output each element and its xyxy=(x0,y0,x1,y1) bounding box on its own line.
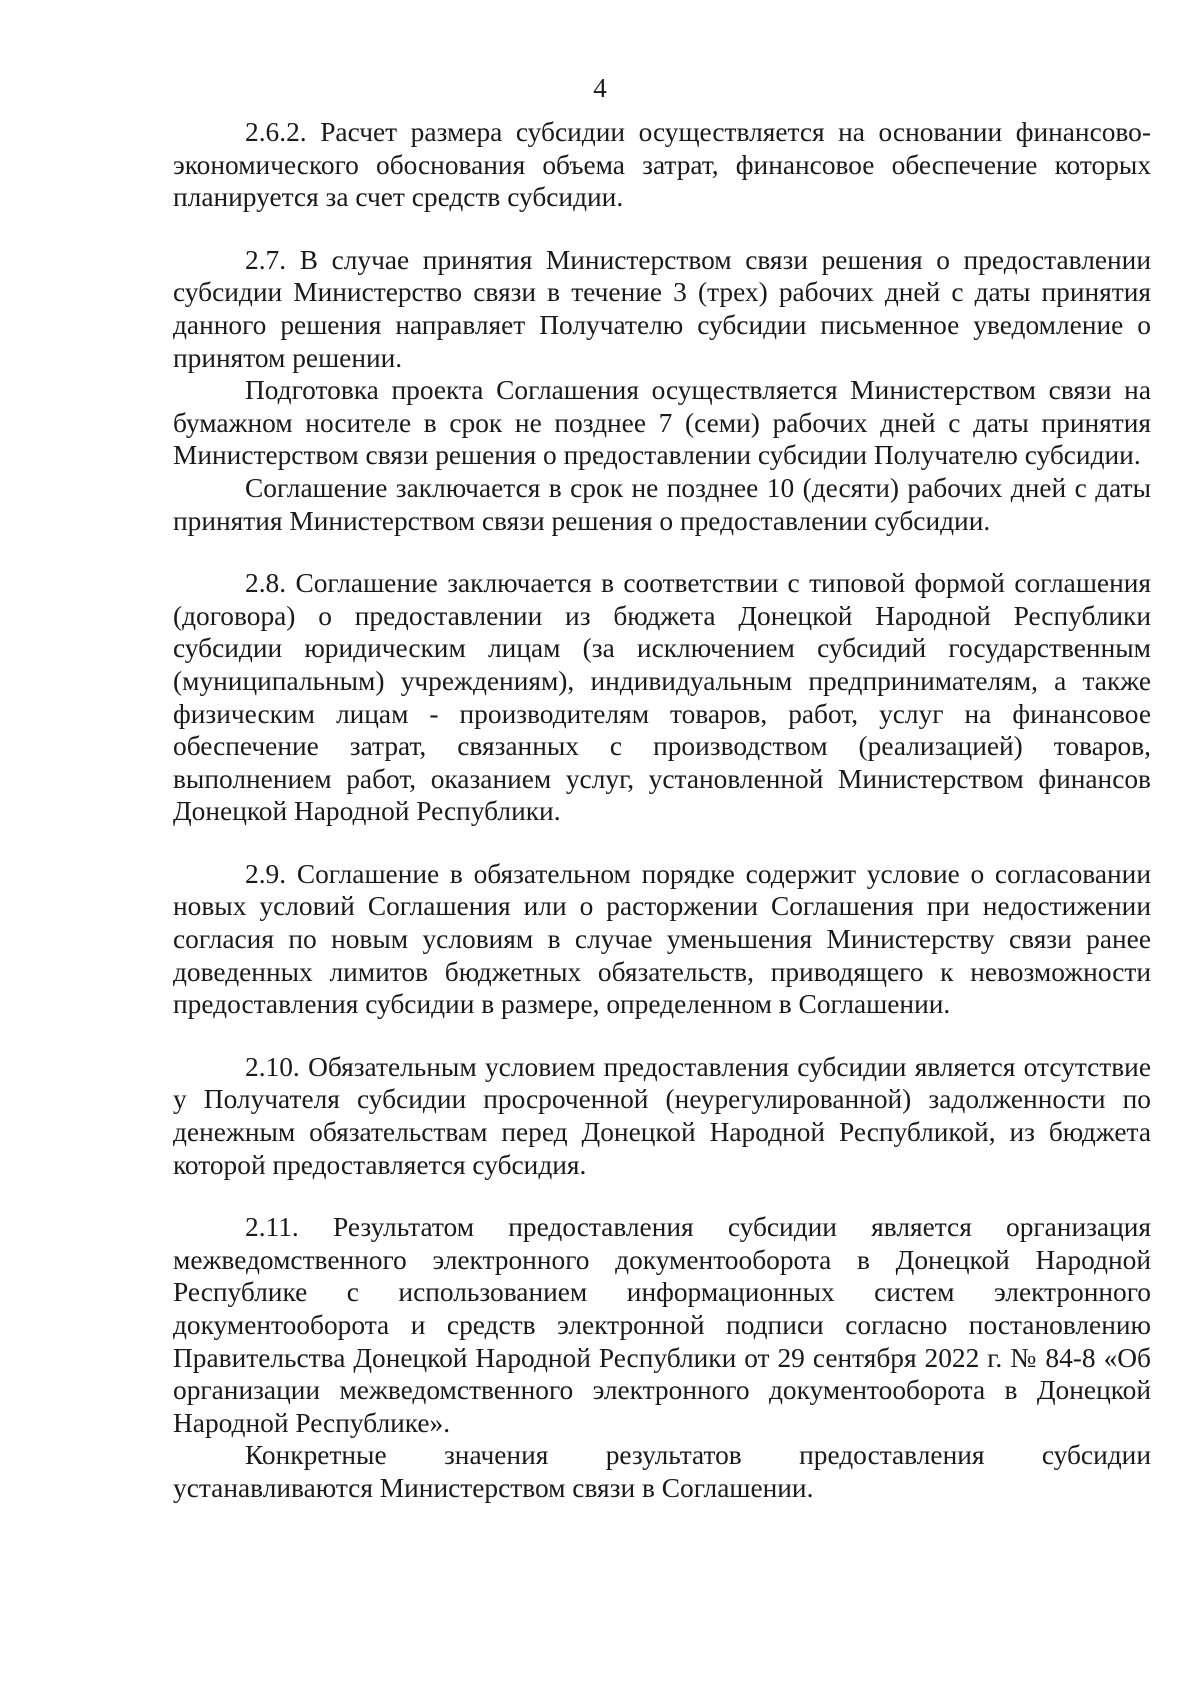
paragraph-result-values: Конкретные значения результатов предоставления субсидии устанавливаются Министерством связи в Соглашении. xyxy=(173,1440,1151,1503)
paragraph-2-8: 2.8. Соглашение заключается в соответствии с типовой формой соглашения (договора) о предоставлении из бюджета Донецкой Народной Республики субсидии юридическим лицам (за исключением субсидий государственным (муниципальным) учреждениям), индивидуальным предпринимателям, а также физическим лицам - производителям товаров, работ, услуг на финансовое обеспечение затрат, связанных с производством (реализацией) товаров, выполнением работ, оказанием услуг, установленной Министерством финансов Донецкой Народной Республики. xyxy=(173,568,1151,827)
paragraph-2-10: 2.10. Обязательным условием предоставления субсидии является отсутствие у Получателя субсидии просроченной (неурегулированной) задолженности по денежным обязательствам перед Донецкой Народной Республикой, из бюджета которой предоставляется субсидия. xyxy=(173,1051,1151,1180)
paragraph-2-6-2: 2.6.2. Расчет размера субсидии осуществляется на основании финансово-экономического обоснования объема затрат, финансовое обеспечение которых планируется за счет средств субсидии. xyxy=(173,117,1151,213)
document-body xyxy=(173,116,1151,1505)
page-number: 4 xyxy=(593,73,607,103)
paragraph-2-11: 2.11. Результатом предоставления субсидии является организация межведомственного электронного документооборота в Донецкой Народной Республике с использованием информационных систем электронного документооборота и средств электронной подписи согласно постановлению Правительства Донецкой Народной Республики от 29 сентября 2022 г. № 84-8 «Об организации межведомственного электронного документооборота в Донецкой Народной Республике». xyxy=(173,1212,1151,1438)
paragraph-2-9: 2.9. Соглашение в обязательном порядке содержит условие о согласовании новых условий Соглашения или о расторжении Соглашения при недостижении согласия по новым условиям в случае уменьшения Министерству связи ранее доведенных лимитов бюджетных обязательств, приводящего к невозможности предоставления субсидии в размере, определенном в Соглашении. xyxy=(173,858,1151,1020)
paragraph-agreement-preparation: Подготовка проекта Соглашения осуществляется Министерством связи на бумажном носителе в срок не позднее 7 (семи) рабочих дней с даты принятия Министерством связи решения о предоставлении субсидии Получателю субсидии. xyxy=(173,375,1151,471)
paragraph-agreement-deadline: Соглашение заключается в срок не позднее 10 (десяти) рабочих дней с даты принятия Министерством связи решения о предоставлении субсидии. xyxy=(173,472,1151,536)
paragraph-2-7: 2.7. В случае принятия Министерством связи решения о предоставлении субсидии Министерство связи в течение 3 (трех) рабочих дней с даты принятия данного решения направляет Получателю субсидии письменное уведомление о принятом решении. xyxy=(173,244,1151,373)
